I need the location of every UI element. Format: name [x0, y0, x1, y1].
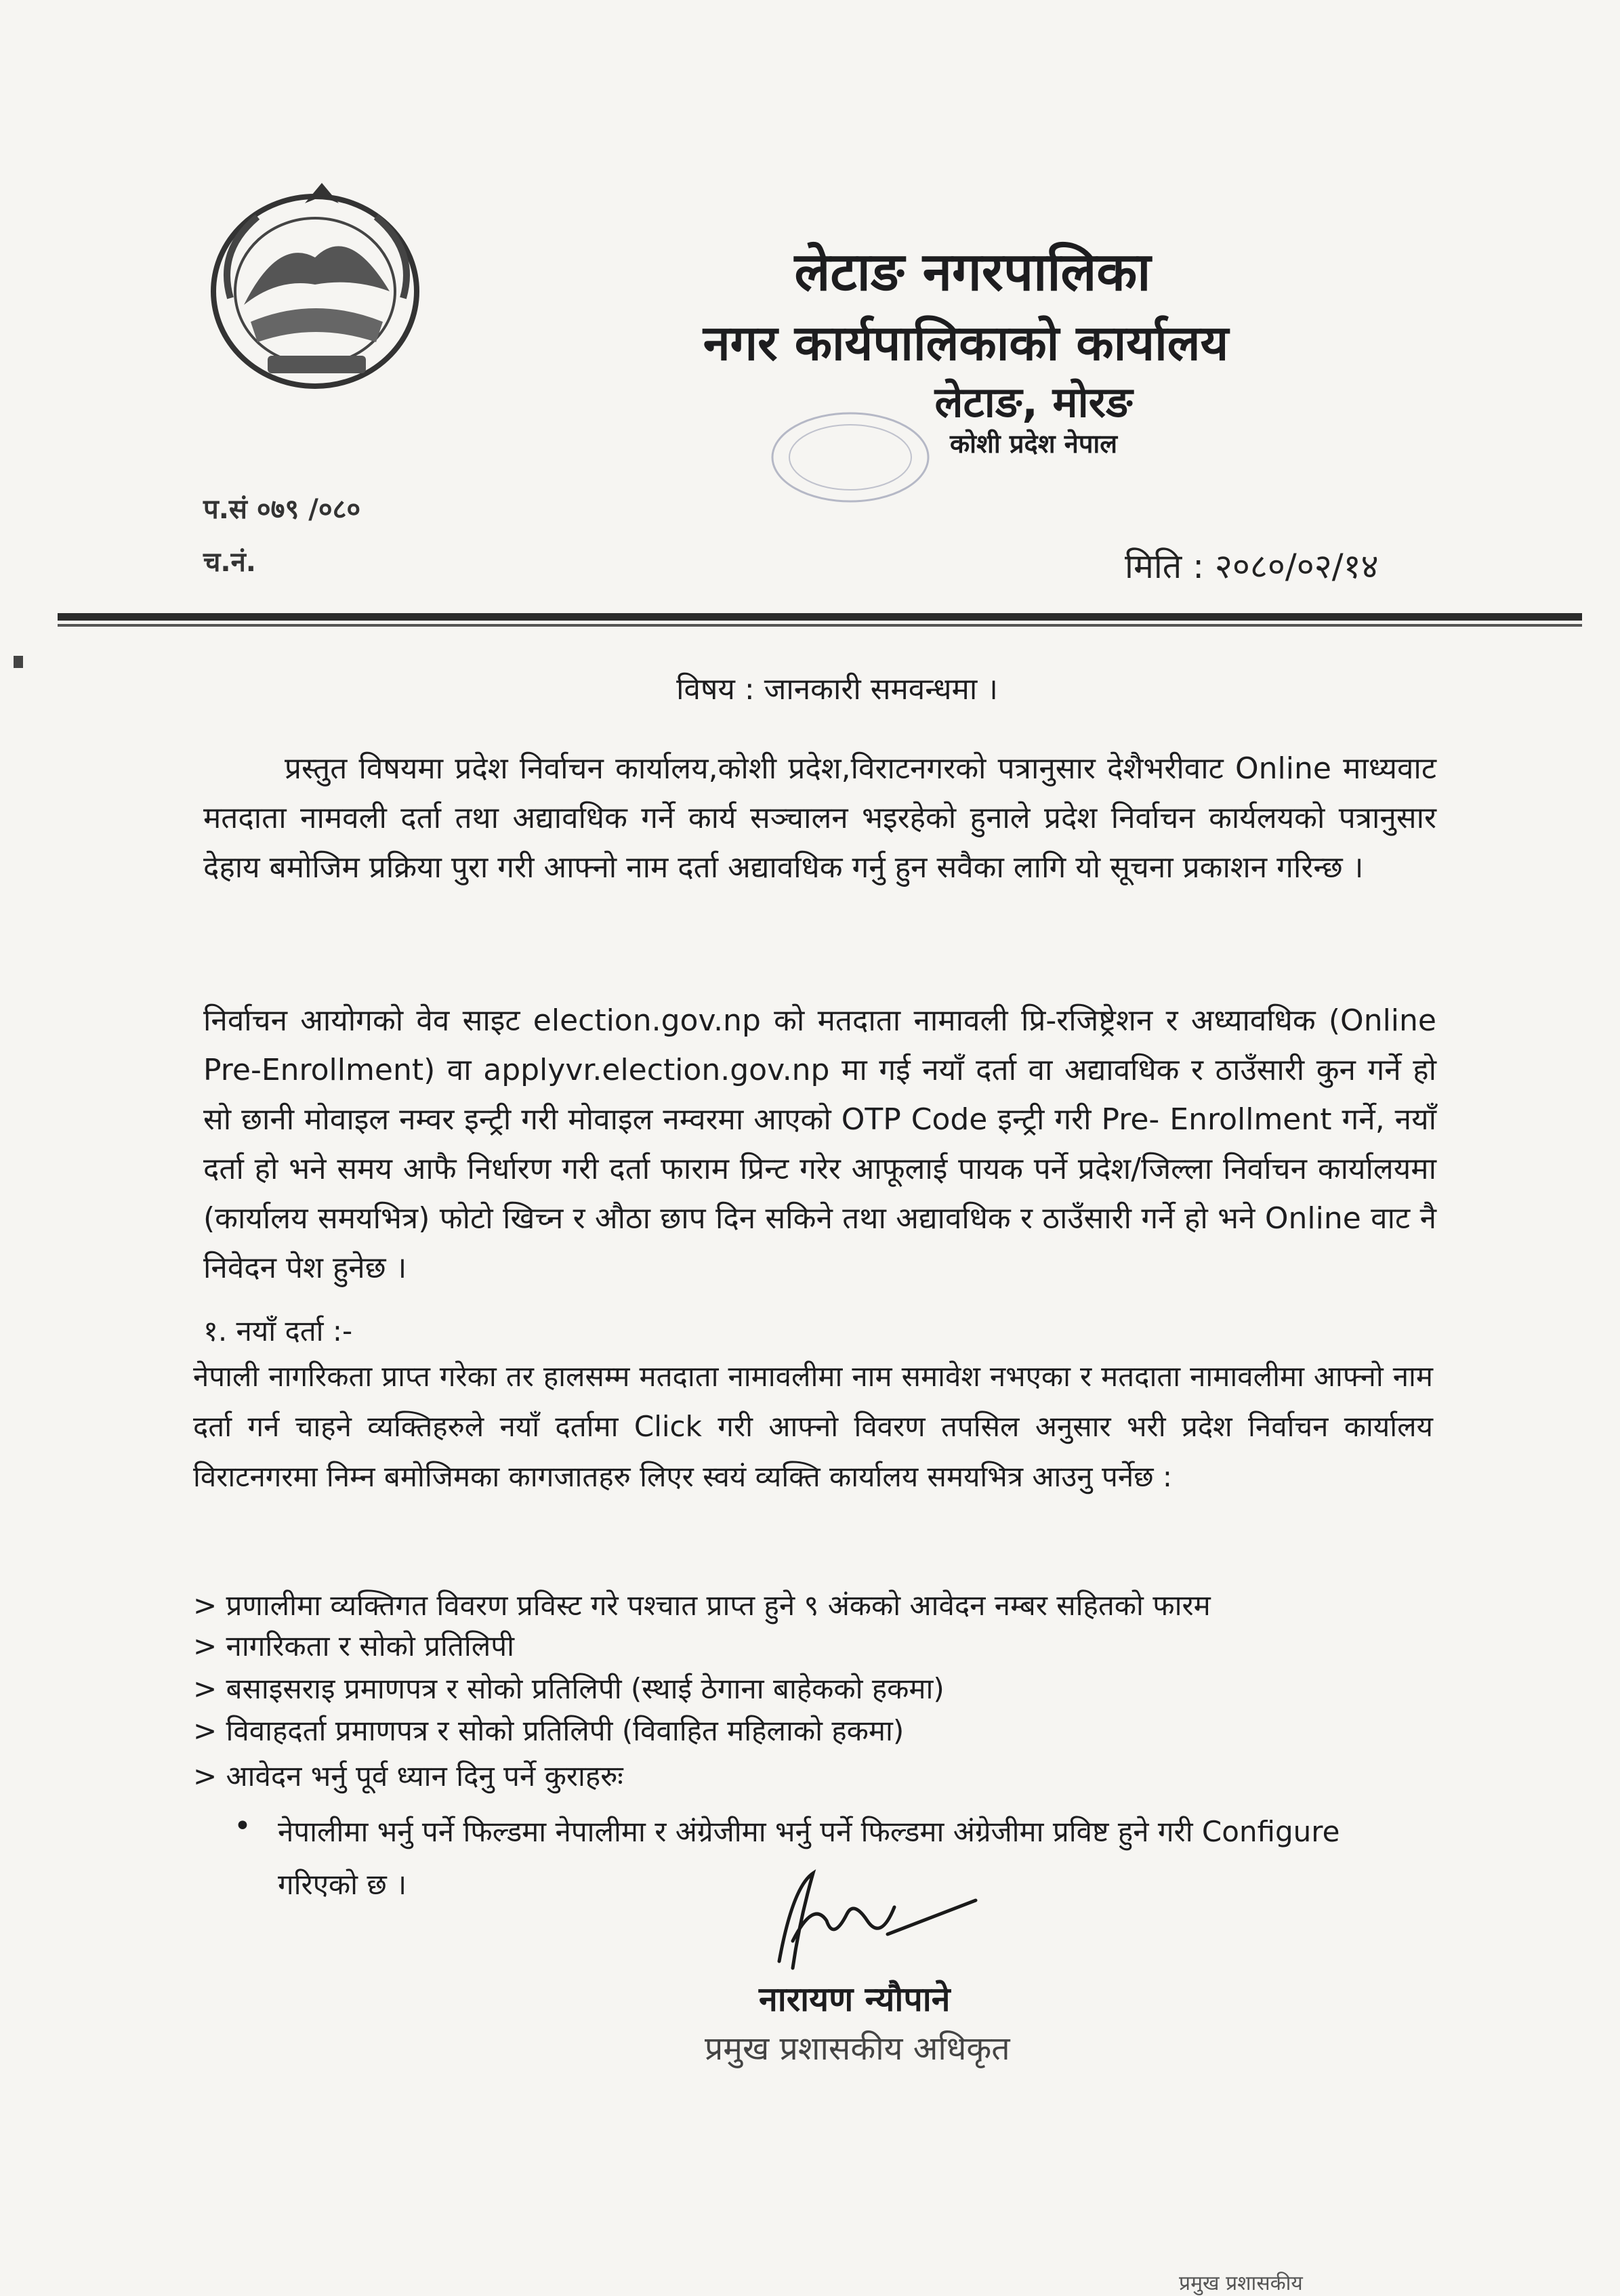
office-stamp-icon	[766, 406, 935, 508]
subject-line: विषय : जानकारी समवन्धमा ।	[676, 672, 998, 707]
edge-mark	[14, 656, 23, 668]
body-paragraph-1: प्रस्तुत विषयमा प्रदेश निर्वाचन कार्यालय,कोशी प्रदेश,विराटनगरको पत्रानुसार देशैभरीवाट Online माध्यवाट मतदाता नामवली दर्ता तथा अद्यावधिक गर्ने कार्य सञ्चालन भइरहेको हुनाले प्रदेश निर्वाचन कार्यलयको पत्रानुसार देहाय बमोजिम प्रक्रिया पुरा गरी आफ्नो नाम दर्ता अद्यावधिक गर्नु हुन सवैका लागि यो सूचना प्रकाशन गरिन्छ ।	[203, 751, 1436, 885]
list-item: > विवाहदर्ता प्रमाणपत्र र सोको प्रतिलिपी (विवाहित महिलाको हकमा)	[193, 1714, 905, 1747]
header-divider-thin	[58, 624, 1582, 627]
signature-icon	[752, 1860, 982, 1988]
list-item: > प्रणालीमा व्यक्तिगत विवरण प्रविस्ट गरे पश्चात प्राप्त हुने ९ अंकको आवेदन नम्बर सहितको फारम	[193, 1589, 1211, 1622]
section-heading-new-registration: १. नयाँ दर्ता :-	[203, 1314, 353, 1348]
reference-number: प.सं ०७९ /०८०	[203, 494, 361, 525]
bullet-point: •	[234, 1809, 251, 1843]
body-paragraph-3: नेपाली नागरिकता प्राप्त गरेका तर हालसम्म मतदाता नामावलीमा नाम समावेश नभएका र मतदाता नामावलीमा आफ्नो नाम दर्ता गर्न चाहने व्यक्तिहरुले नयाँ दर्तामा Click गरी आफ्नो विवरण तपसिल अनुसार भरी प्रदेश निर्वाचन कार्यालय विराटनगरमा निम्न बमोजिमका कागजातहरु लिएर स्वयं व्यक्ति कार्यालय समयभित्र आउनु पर्नेछ :	[193, 1360, 1433, 1493]
bullet-text: नेपालीमा भर्नु पर्ने फिल्डमा नेपालीमा र अंग्रेजीमा भर्नु पर्ने फिल्डमा अंग्रेजीमा प्रविष्ट हुने गरी Configure गरिएको छ ।	[278, 1815, 1340, 1901]
body-paragraph-2: निर्वाचन आयोगको वेव साइट election.gov.np को मतदाता नामावली प्रि-रजिष्ट्रेशन र अध्यावधिक (Online Pre-Enrollment) वा applyvr.election.gov.np मा गई नयाँ दर्ता वा अद्यावधिक र ठाउँसारी कुन गर्ने हो सो छानी मोवाइल नम्वर इन्ट्री गरी मोवाइल नम्वरमा आएको OTP Code इन्ट्री गरी Pre- Enrollment गर्ने, नयाँ दर्ता हो भने समय आफै निर्धारण गरी दर्ता फाराम प्रिन्ट गरेर आफूलाई पायक पर्ने प्रदेश/जिल्ला निर्वाचन कार्यालयमा (कार्यालय समयभित्र) फोटो खिच्न र औठा छाप दिन सकिने तथा अद्यावधिक र ठाउँसारी गर्ने हो भने Online वाट नै निवेदन पेश हुनेछ ।	[203, 1003, 1436, 1285]
footer-fragment: प्रमुख प्रशासकीय	[1179, 2272, 1303, 2295]
letterhead-location: लेटाङ, मोरङ	[934, 377, 1133, 427]
letterhead-province: कोशी प्रदेश नेपाल	[949, 429, 1118, 459]
signatory-name: नारायण न्यौपाने	[759, 1980, 951, 2019]
letterhead-municipality: लेटाङ नगरपालिका	[794, 242, 1151, 303]
list-item: > आवेदन भर्नु पूर्व ध्यान दिनु पर्ने कुराहरुः	[193, 1759, 623, 1793]
list-item: > नागरिकता र सोको प्रतिलिपी	[193, 1629, 514, 1663]
dispatch-number: च.नं.	[203, 547, 256, 578]
list-item: > बसाइसराइ प्रमाणपत्र र सोको प्रतिलिपी (स्थाई ठेगाना बाहेकको हकमा)	[193, 1672, 944, 1705]
letterhead-office: नगर कार्यपालिकाको कार्यालय	[703, 314, 1229, 371]
letter-date: मिति : २०८०/०२/१४	[1125, 547, 1379, 586]
header-divider	[58, 613, 1582, 621]
signatory-title: प्रमुख प्रशासकीय अधिकृत	[705, 2030, 1010, 2068]
